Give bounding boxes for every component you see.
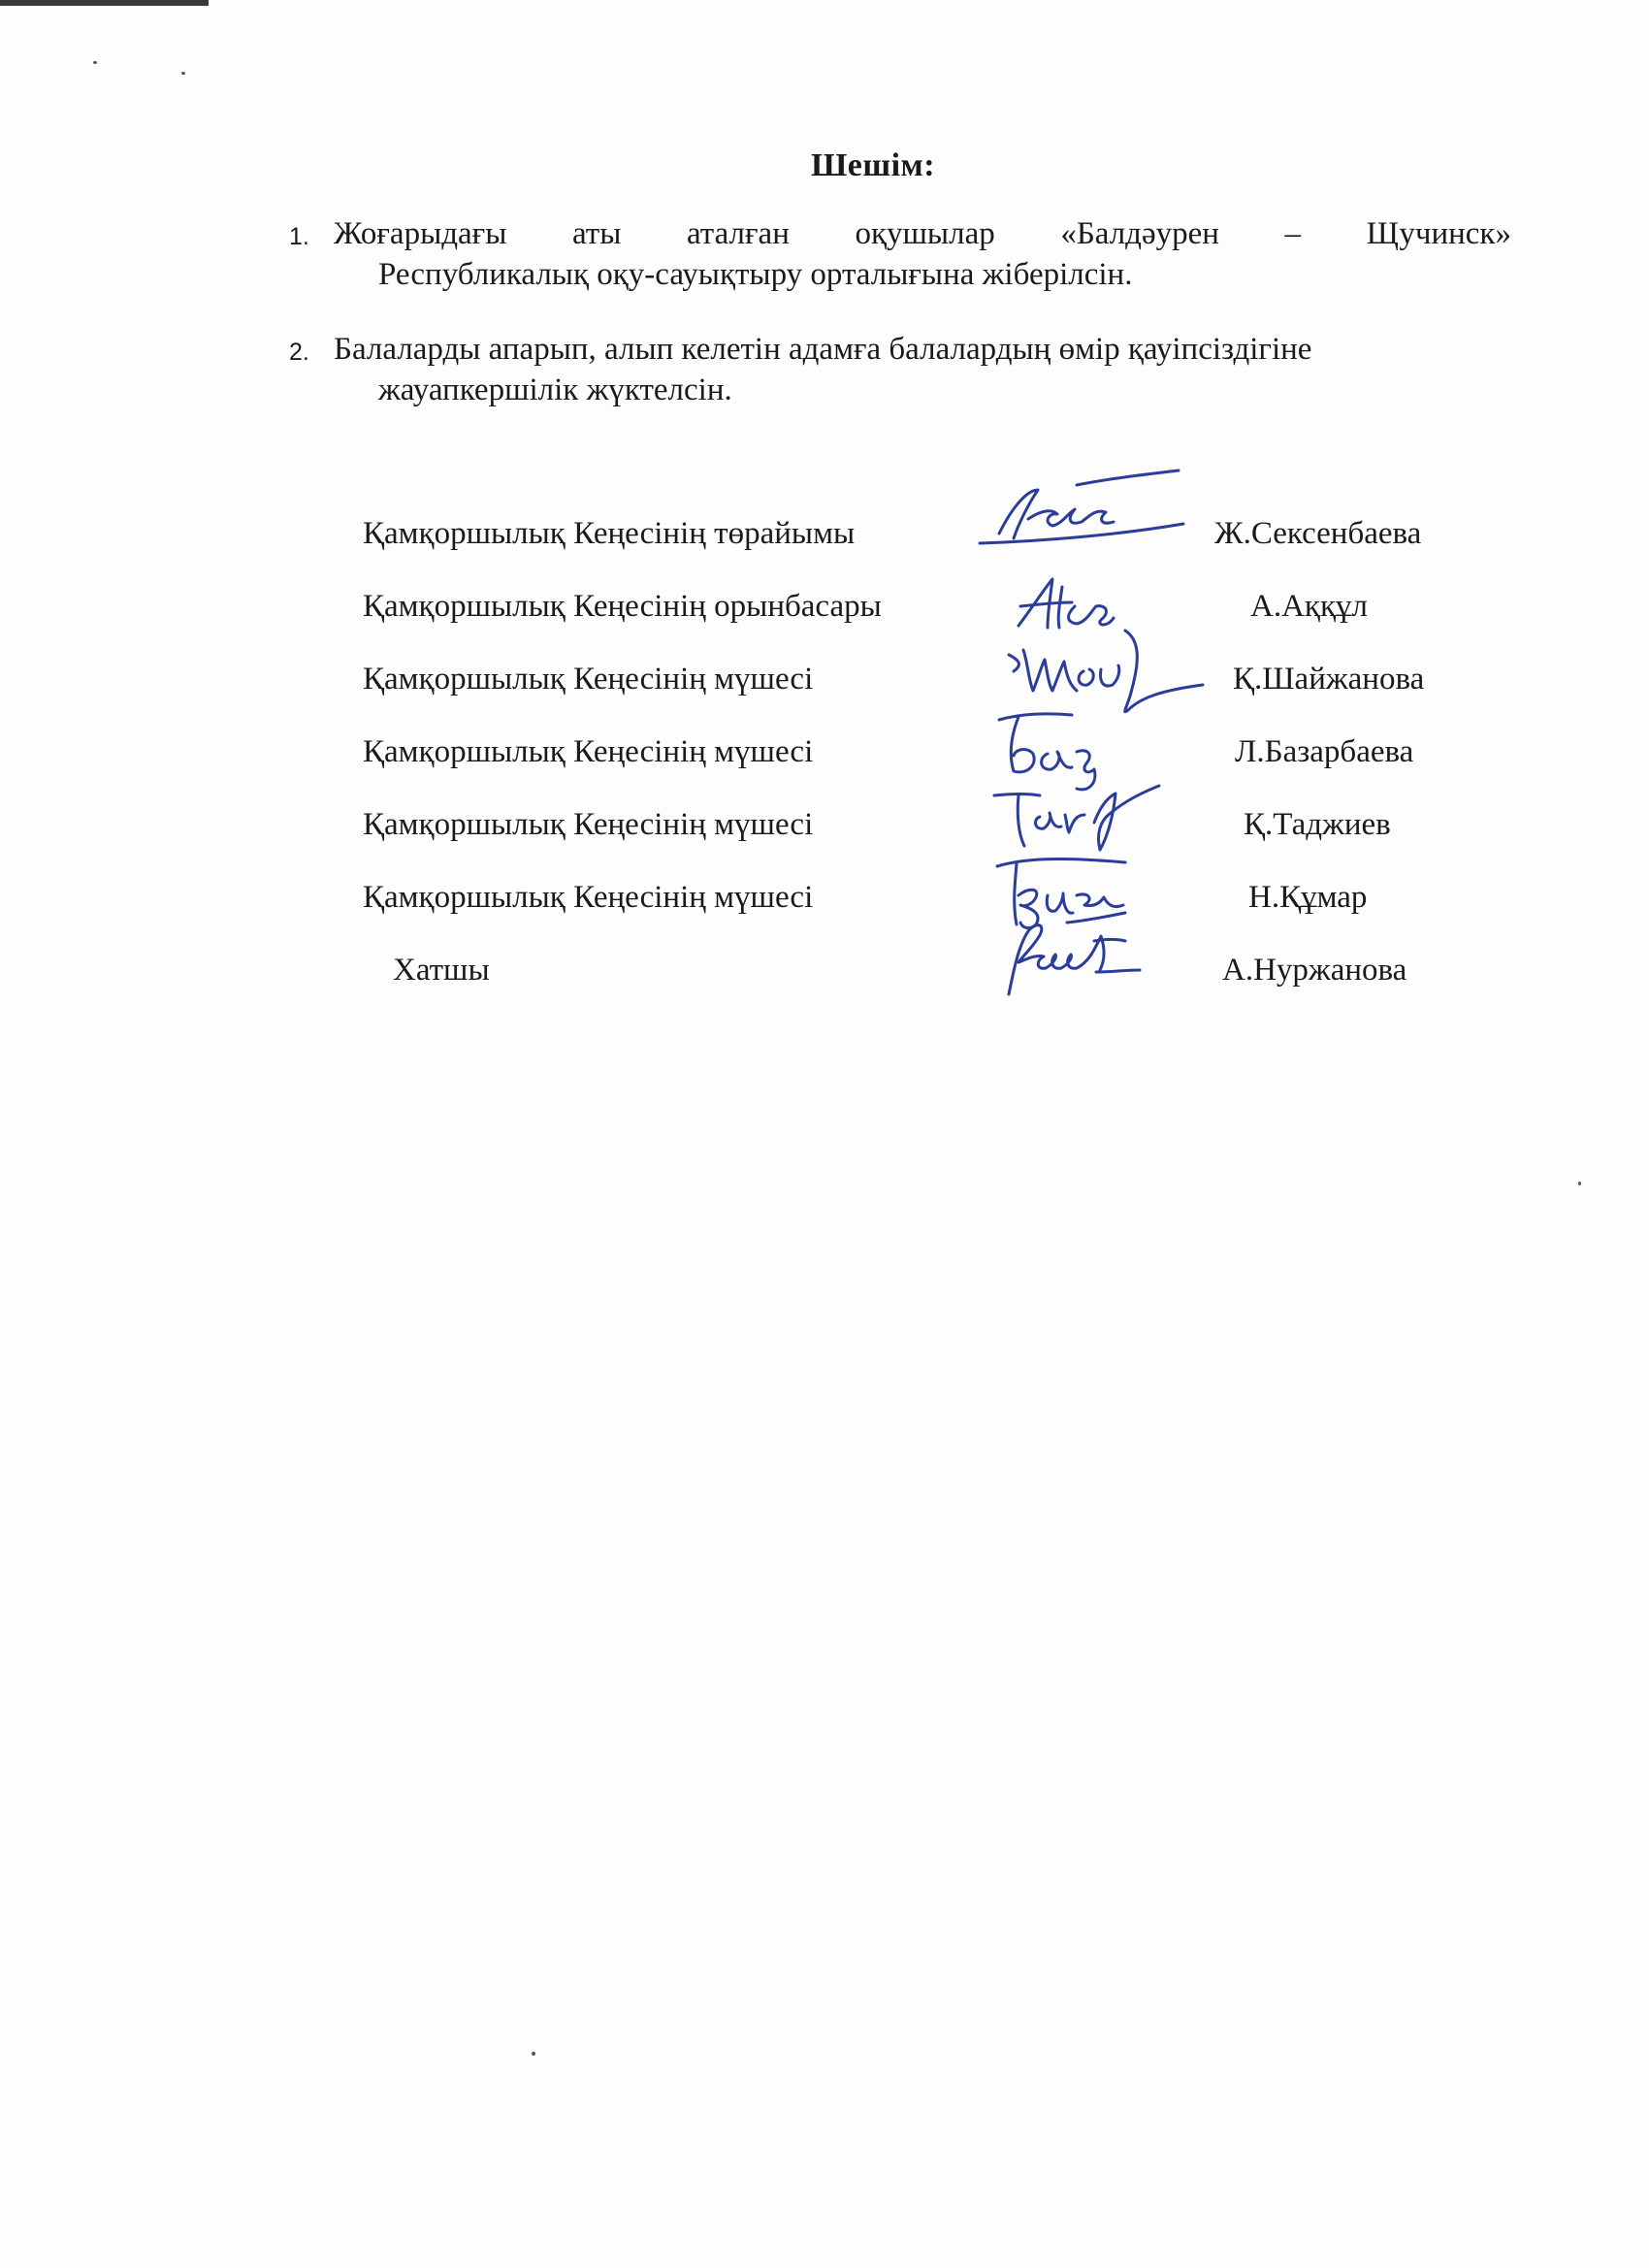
decision-item-1-line2: Республикалық оқу-сауықтыру орталығына жіберілсін. — [378, 257, 1133, 292]
decision-item-1-line1 — [334, 213, 1511, 254]
signature-row — [0, 723, 1649, 781]
signature-row — [0, 795, 1649, 854]
word: – — [1284, 216, 1302, 251]
scan-speck — [93, 61, 97, 64]
signatory-role: Қамқоршылық Кеңесінің орынбасары — [363, 589, 882, 624]
signatory-role: Қамқоршылық Кеңесінің мүшесі — [363, 734, 814, 769]
signature-row — [0, 650, 1649, 708]
decision-item-1 — [289, 213, 1511, 295]
decision-item-2-line2: жауапкершілік жүктелсін. — [378, 373, 732, 407]
signatory-name: А.Нуржанова — [1222, 953, 1407, 988]
scan-edge-mark — [0, 0, 209, 6]
scan-speck — [1578, 1182, 1581, 1185]
item-number: 2. — [289, 339, 309, 366]
scan-speck — [181, 72, 185, 75]
signatory-role: Қамқоршылық Кеңесінің мүшесі — [363, 880, 814, 915]
signatory-name: А.Аққұл — [1250, 589, 1368, 624]
item-number: 1. — [289, 223, 309, 250]
word: Жоғарыдағы — [334, 216, 507, 251]
signatory-role: Қамқоршылық Кеңесінің мүшесі — [363, 662, 814, 697]
signatory-name: Қ.Таджиев — [1244, 807, 1391, 842]
signature-row — [0, 577, 1649, 635]
handwritten-signature — [980, 902, 1212, 999]
word: аты — [572, 216, 622, 251]
signatory-name: Н.Құмар — [1248, 880, 1368, 915]
signatory-name: Қ.Шайжанова — [1233, 662, 1425, 697]
word: оқушылар — [855, 216, 995, 251]
signatory-role: Қамқоршылық Кеңесінің мүшесі — [363, 807, 814, 842]
signature-row — [0, 868, 1649, 926]
signatory-name: Ж.Сексенбаева — [1214, 516, 1422, 551]
decision-item-2-line1: Балаларды апарып, алып келетін адамға балалардың өмір қауіпсіздігіне — [334, 332, 1312, 367]
handwritten-signature — [960, 466, 1193, 563]
scan-speck — [532, 2052, 535, 2056]
signatory-role: Хатшы — [393, 953, 490, 988]
signatory-name: Л.Базарбаева — [1235, 734, 1414, 769]
word: аталған — [687, 216, 790, 251]
decision-item-2 — [289, 329, 1511, 410]
decision-heading: Шешім: — [810, 147, 936, 183]
signatory-role: Қамқоршылық Кеңесінің төрайымы — [363, 516, 856, 551]
signature-row — [0, 941, 1649, 999]
word: Щучинск» — [1366, 216, 1511, 251]
word: «Балдәурен — [1060, 216, 1219, 251]
signature-row — [0, 504, 1649, 563]
decision-list — [289, 213, 1511, 410]
